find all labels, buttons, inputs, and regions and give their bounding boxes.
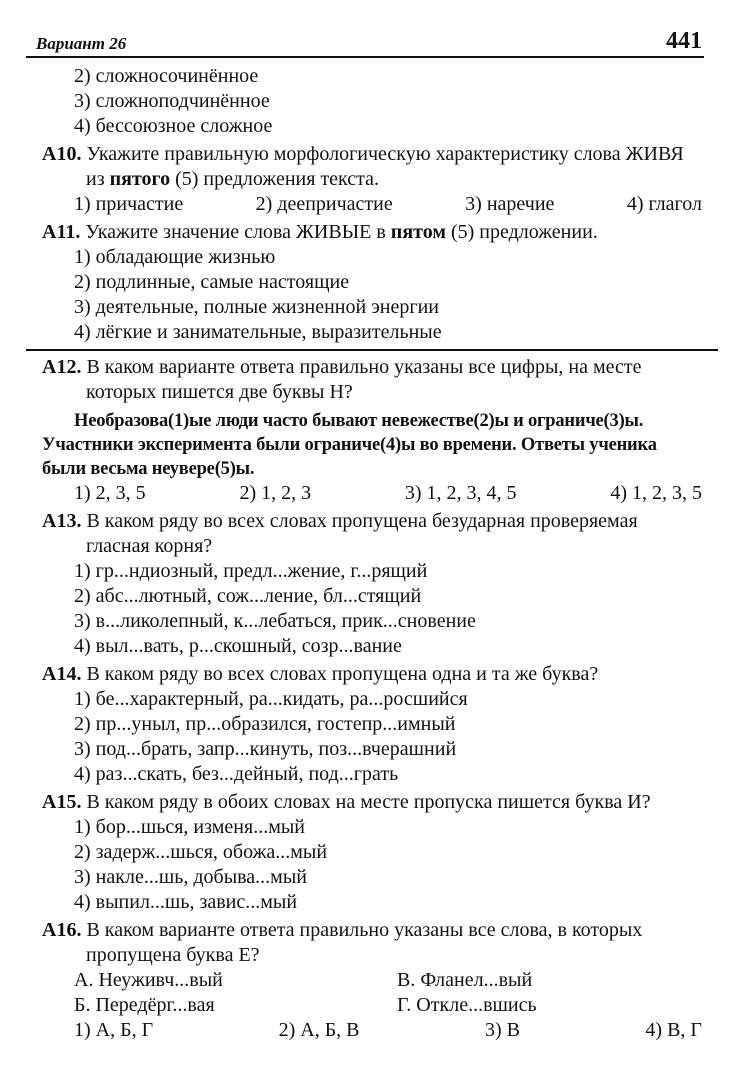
option: 4) выл...вать, р...скошный, созр...вание bbox=[74, 635, 402, 657]
option: 1) обладающие жизнью bbox=[74, 246, 276, 268]
page-header bbox=[26, 26, 704, 58]
question-number: А11. bbox=[42, 221, 81, 243]
option: 4) лёгкие и занимательные, выразительные bbox=[74, 321, 442, 343]
question-text-part: (5) предложения текста. bbox=[170, 168, 380, 190]
question-text-part: Укажите правильную морфологическую характеристику слова ЖИВЯ из bbox=[86, 143, 684, 190]
option: 2) абс...лютный, сож...ление, бл...стящий bbox=[74, 585, 422, 607]
option: 3) накле...шь, добыва...мый bbox=[74, 866, 307, 888]
question-a13 bbox=[42, 509, 702, 659]
option: 3) деятельные, полные жизненной энергии bbox=[74, 296, 439, 318]
question-text bbox=[42, 142, 702, 192]
answer-options bbox=[42, 192, 702, 217]
question-number: А10. bbox=[42, 143, 82, 165]
question-text bbox=[42, 790, 702, 815]
option: 1) бор...шься, изменя...мый bbox=[74, 816, 305, 838]
question-text-part: В каком варианте ответа правильно указаны все цифры, на месте которых пишется две буквы Н? bbox=[86, 356, 642, 403]
word-item: Г. Откле...вшись bbox=[397, 994, 537, 1016]
section-divider bbox=[26, 349, 718, 351]
option: 2) подлинные, самые настоящие bbox=[74, 271, 350, 293]
option: 2) А, Б, В bbox=[278, 1019, 360, 1041]
option: 1) 2, 3, 5 bbox=[74, 482, 146, 504]
option: 3) В bbox=[484, 1019, 520, 1041]
question-a14 bbox=[42, 662, 702, 787]
option: 1) гр...ндиозный, предл...жение, г...рящий bbox=[74, 560, 428, 582]
option: 4) В, Г bbox=[645, 1019, 702, 1041]
word-list bbox=[42, 968, 702, 1018]
option: 3) в...ликолепный, к...лебаться, прик...сновение bbox=[74, 610, 476, 632]
question-number: А15. bbox=[42, 791, 82, 813]
word-item: В. Фланел...вый bbox=[397, 969, 533, 991]
option: 4) раз...скать, без...дейный, под...грать bbox=[74, 763, 399, 785]
question-text-part: В каком варианте ответа правильно указаны все слова, в которых пропущена буква Е? bbox=[86, 919, 643, 966]
question-text bbox=[42, 918, 702, 968]
page-number: 441 bbox=[666, 28, 702, 54]
question-text bbox=[42, 509, 702, 559]
option: 4) выпил...шь, завис...мый bbox=[74, 891, 298, 913]
option: 3) наречие bbox=[465, 193, 555, 215]
option: 2) деепричастие bbox=[255, 193, 393, 215]
question-a16 bbox=[42, 918, 702, 1043]
word-item: Б. Передёрг...вая bbox=[74, 994, 215, 1016]
word-item: А. Неуживч...вый bbox=[74, 969, 223, 991]
question-text-part: В каком ряду во всех словах пропущена безударная проверяемая гласная корня? bbox=[86, 510, 638, 557]
answer-options bbox=[42, 481, 702, 506]
question-text bbox=[42, 220, 702, 245]
variant-title: Вариант 26 bbox=[36, 34, 127, 53]
question-number: А16. bbox=[42, 919, 82, 941]
option: 3) 1, 2, 3, 4, 5 bbox=[404, 482, 517, 504]
answer-options bbox=[42, 1018, 702, 1043]
question-a12 bbox=[42, 355, 702, 506]
question-number: А12. bbox=[42, 356, 82, 378]
prev-question-options bbox=[42, 64, 702, 139]
option: 4) бессоюзное сложное bbox=[74, 115, 273, 137]
option: 2) пр...уныл, пр...образился, гостепр...имный bbox=[74, 713, 456, 735]
option: 2) задерж...шься, обожа...мый bbox=[74, 841, 328, 863]
option: 2) сложносочинённое bbox=[74, 65, 259, 87]
task-sentences bbox=[42, 409, 702, 481]
question-text-part: В каком ряду в обоих словах на месте пропуска пишется буква И? bbox=[86, 791, 651, 813]
option: 2) 1, 2, 3 bbox=[239, 482, 312, 504]
question-text bbox=[42, 355, 702, 405]
question-number: А14. bbox=[42, 663, 82, 685]
option: 3) сложноподчинённое bbox=[74, 90, 270, 112]
question-text-bold: пятом bbox=[390, 221, 446, 243]
question-a10 bbox=[42, 142, 702, 217]
option: 4) глагол bbox=[626, 193, 702, 215]
option: 1) бе...характерный, ра...кидать, ра...росшийся bbox=[74, 688, 468, 710]
option: 4) 1, 2, 3, 5 bbox=[610, 482, 702, 504]
option: 1) А, Б, Г bbox=[74, 1019, 154, 1041]
task-sentences-text: Необразова(1)ые люди часто бывают невежестве(2)ы и ограниче(3)ы. Участники эксперимента были ограниче(4)ы во времени. Ответы ученика были весьма неувере(5)ы. bbox=[42, 411, 657, 479]
page-content bbox=[42, 64, 702, 1043]
question-text-part: (5) предложении. bbox=[445, 221, 598, 243]
question-text-part: Укажите значение слова ЖИВЫЕ в bbox=[85, 221, 391, 243]
question-text-part: В каком ряду во всех словах пропущена одна и та же буква? bbox=[86, 663, 599, 685]
question-number: А13. bbox=[42, 510, 82, 532]
question-a15 bbox=[42, 790, 702, 915]
question-text-bold: пятого bbox=[109, 168, 171, 190]
question-a11 bbox=[42, 220, 702, 345]
option: 3) под...брать, запр...кинуть, поз...вчерашний bbox=[74, 738, 457, 760]
option: 1) причастие bbox=[74, 193, 184, 215]
question-text bbox=[42, 662, 702, 687]
